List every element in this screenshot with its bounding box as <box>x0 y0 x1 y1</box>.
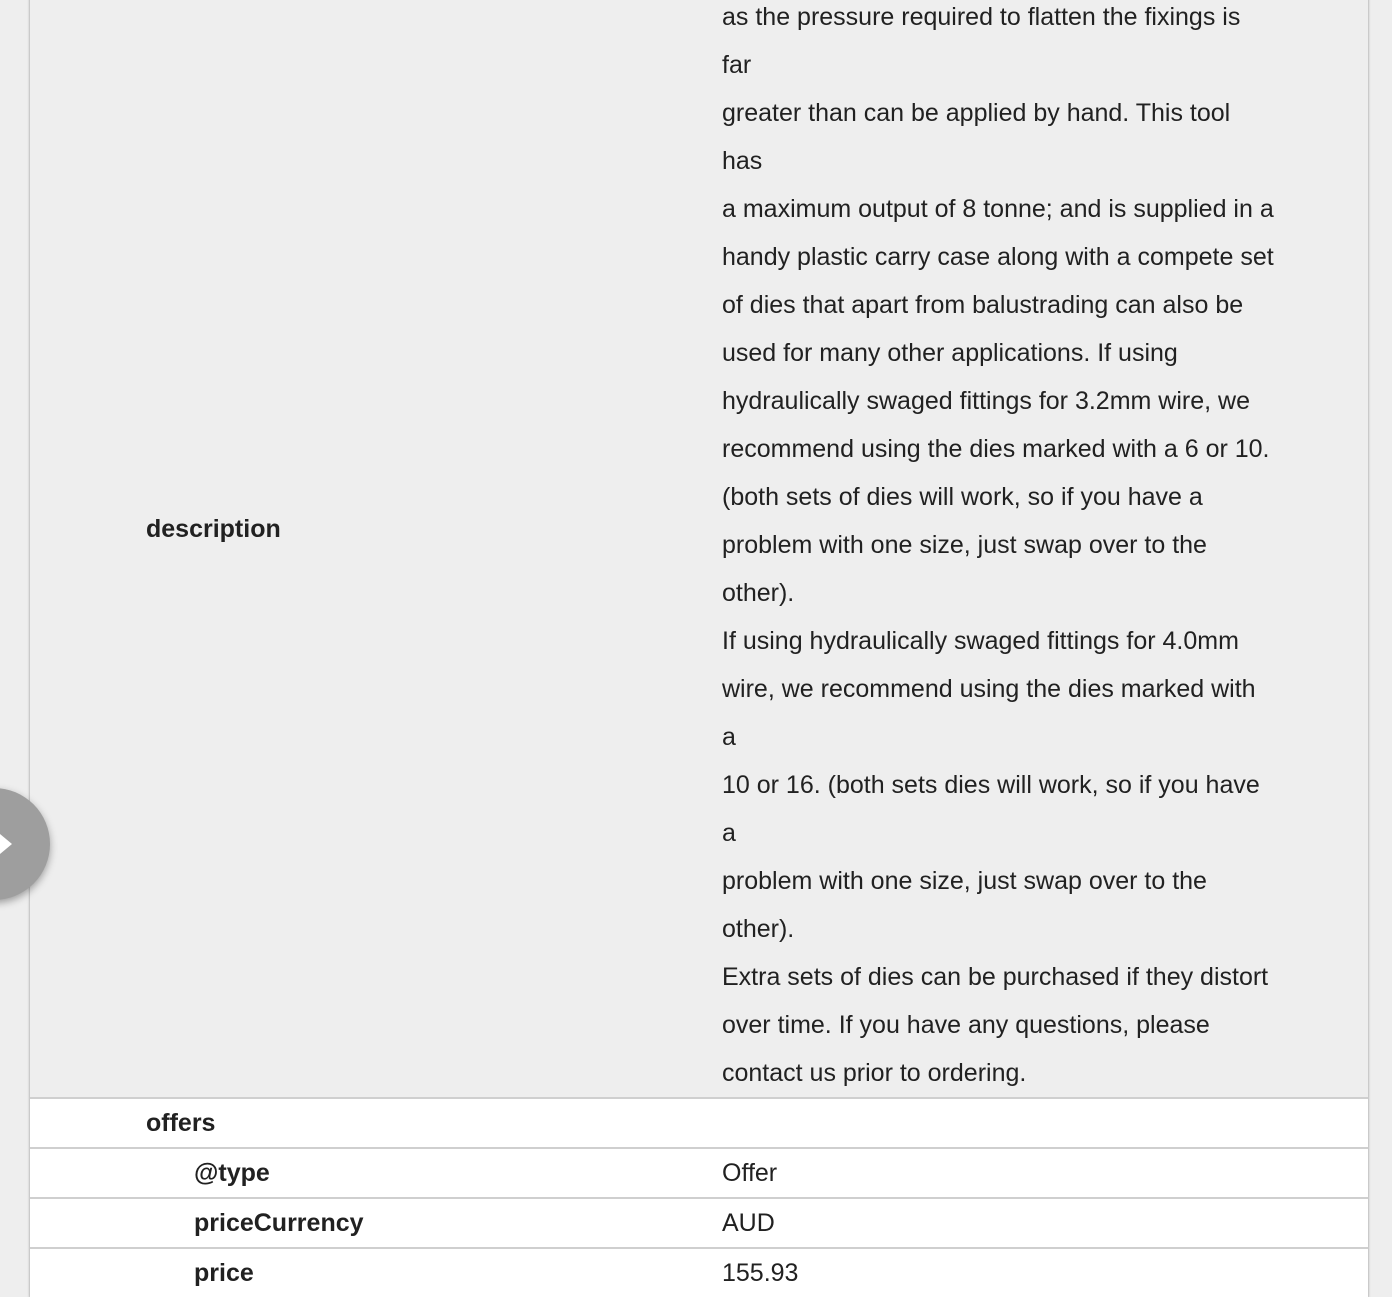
row-value: AUD <box>722 1209 775 1237</box>
description-line: If using hydraulically swaged fittings for 4.0mm <box>722 627 1239 655</box>
row-key: offers <box>146 1109 216 1137</box>
description-line: Extra sets of dies can be purchased if they distort <box>722 963 1269 991</box>
description-line: wire, we recommend using the dies marked with a <box>722 675 1256 751</box>
description-line: problem with one size, just swap over to the other). <box>722 531 1207 607</box>
description-line: handy plastic carry case along with a compete set <box>722 243 1274 271</box>
description-line: recommend using the dies marked with a 6 or 10. <box>722 435 1270 463</box>
description-line: contact us prior to ordering. <box>722 1059 1027 1087</box>
description-line: a maximum output of 8 tonne; and is supplied in a <box>722 195 1274 223</box>
description-line: as the pressure required to flatten the fixings is far <box>722 3 1241 79</box>
table-row-price-currency <box>30 1199 1368 1249</box>
row-value <box>606 1099 1206 1147</box>
row-value: 155.93 <box>722 1259 799 1287</box>
row-value: Offer <box>722 1159 778 1187</box>
row-key: price <box>194 1259 254 1287</box>
description-line: greater than can be applied by hand. This tool has <box>722 99 1231 175</box>
structured-data-table <box>30 0 1368 1297</box>
description-line: of dies that apart from balustrading can also be <box>722 291 1244 319</box>
play-arrow-icon <box>0 834 12 854</box>
description-value <box>606 0 1326 1097</box>
table-row-price <box>30 1249 1368 1297</box>
table-row-offers <box>30 1099 1368 1149</box>
description-line: used for many other applications. If using <box>722 339 1178 367</box>
table-row-description <box>30 0 1368 1099</box>
description-line: problem with one size, just swap over to the other). <box>722 867 1207 943</box>
row-key: @type <box>194 1159 270 1187</box>
description-line: over time. If you have any questions, please <box>722 1011 1210 1039</box>
table-row-type <box>30 1149 1368 1199</box>
row-key: description <box>146 514 281 543</box>
row-key: priceCurrency <box>194 1209 364 1237</box>
description-line: 10 or 16. (both sets dies will work, so if you have a <box>722 771 1260 847</box>
description-line: (both sets of dies will work, so if you have a <box>722 483 1203 511</box>
description-line: hydraulically swaged fittings for 3.2mm wire, we <box>722 387 1250 415</box>
